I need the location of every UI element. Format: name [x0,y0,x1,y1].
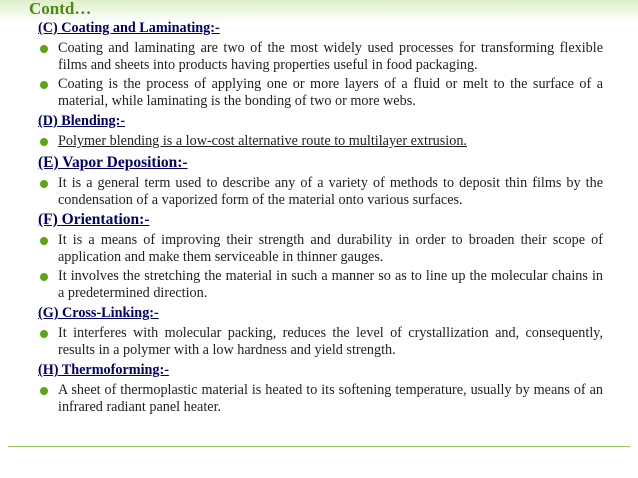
bullet-text: A sheet of thermoplastic material is heated to its softening temperature, usually by means of an infrared radiant panel heater. [58,382,603,415]
footer-divider [8,446,630,447]
section-heading-thermoforming: (H) Thermoforming:- [38,362,169,378]
section-heading-blending: (D) Blending:- [38,113,126,129]
bullet-text: It involves the stretching the material in such a manner so as to line up the molecular chains in a predetermined direction. [58,268,603,301]
list-item [38,268,603,302]
slide-content [38,17,603,418]
bullet-icon [40,273,48,281]
section-heading-orientation: (F) Orientation:- [38,211,150,228]
list-item [38,133,603,150]
section-heading-vapor-deposition: (E) Vapor Deposition:- [38,154,188,171]
bullet-icon [40,330,48,338]
list-item [38,232,603,266]
bullet-text: It is a general term used to describe any of a variety of methods to deposit thin films by the condensation of a vaporized form of the material onto various surfaces. [58,175,603,208]
bullet-text: Coating is the process of applying one or more layers of a fluid or melt to the surface of a material, while laminating is the bonding of two or more webs. [58,76,603,109]
bullet-icon [40,180,48,188]
list-item [38,76,603,110]
list-item [38,175,603,209]
bullet-icon [40,138,48,146]
list-item [38,325,603,359]
section-heading-coating: (C) Coating and Laminating:- [38,20,220,36]
bullet-text: It interferes with molecular packing, reduces the level of crystallization and, consequently, results in a polymer with a low hardness and yield strength. [58,325,603,358]
list-item [38,382,603,416]
bullet-text: It is a means of improving their strength and durability in order to broaden their scope of application and make them serviceable in thinner gauges. [58,232,603,265]
section-heading-cross-linking: (G) Cross-Linking:- [38,305,159,321]
bullet-icon [40,237,48,245]
bullet-text: Polymer blending is a low-cost alternative route to multilayer extrusion. [58,133,467,149]
slide-title: Contd… [29,0,92,18]
bullet-icon [40,45,48,53]
bullet-text: Coating and laminating are two of the most widely used processes for transforming flexible films and sheets into products having properties useful in food packaging. [58,40,603,73]
list-item [38,40,603,74]
bullet-icon [40,387,48,395]
bullet-icon [40,81,48,89]
